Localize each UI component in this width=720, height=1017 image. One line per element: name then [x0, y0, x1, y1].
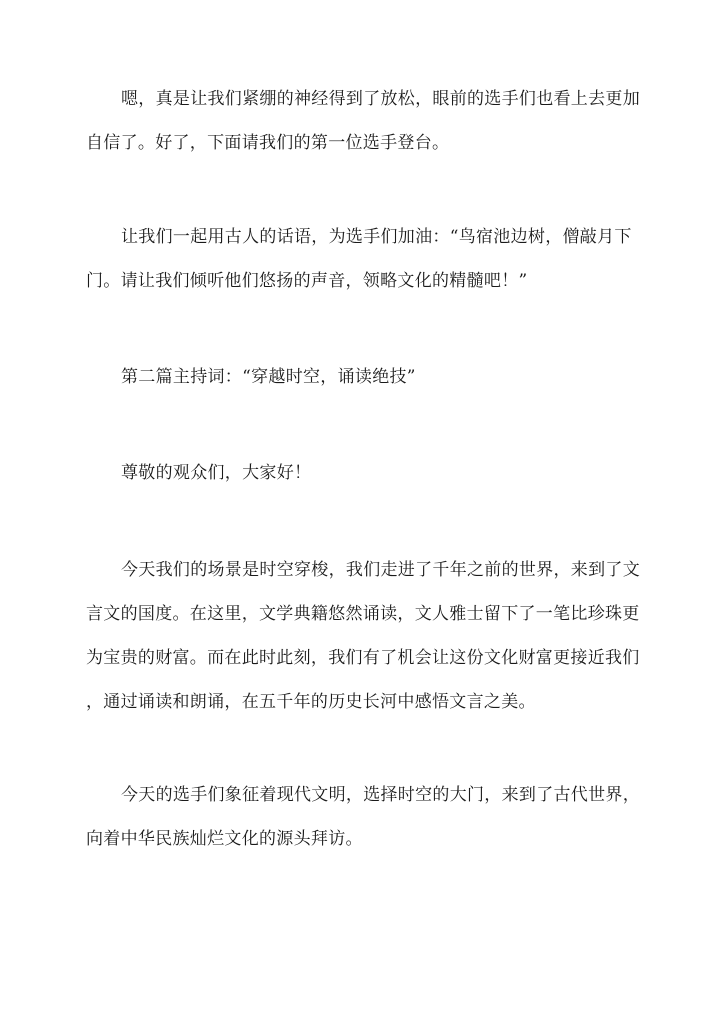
- paragraph-5: [86, 548, 640, 724]
- paragraph-line: 自信了。好了，下面请我们的第一位选手登台。: [86, 133, 450, 153]
- paragraph-line: 向着中华民族灿烂文化的源头拜访。: [86, 829, 363, 849]
- paragraph-line: 让我们一起用古人的话语，为选手们加油：“鸟宿池边树，僧敲月下: [121, 227, 632, 247]
- greeting: [86, 451, 640, 495]
- paragraph-line: 门。请让我们倾听他们悠扬的声音，领略文化的精髓吧！”: [86, 271, 528, 291]
- paragraph-line: ，通过诵读和朗诵，在五千年的历史长河中感悟文言之美。: [86, 692, 536, 712]
- paragraph-1: [86, 77, 640, 165]
- paragraph-line: 第二篇主持词：“穿越时空，诵读绝技”: [121, 367, 416, 387]
- paragraph-line: 言文的国度。在这里，文学典籍悠然诵读，文人雅士留下了一笔比珍珠更: [86, 604, 640, 624]
- paragraph-line: 尊敬的观众们，大家好！: [121, 463, 312, 483]
- paragraph-line: 今天我们的场景是时空穿梭，我们走进了千年之前的世界，来到了文: [121, 560, 640, 580]
- paragraph-line: 嗯，真是让我们紧绷的神经得到了放松，眼前的选手们也看上去更加: [121, 89, 640, 109]
- paragraph-line: 今天的选手们象征着现代文明，选择时空的大门，来到了古代世界，: [121, 785, 640, 805]
- paragraph-line: 为宝贵的财富。而在此时此刻，我们有了机会让这份文化财富更接近我们: [86, 648, 640, 668]
- paragraph-6: [86, 773, 640, 861]
- paragraph-2: [86, 215, 640, 303]
- section-heading: [86, 355, 640, 399]
